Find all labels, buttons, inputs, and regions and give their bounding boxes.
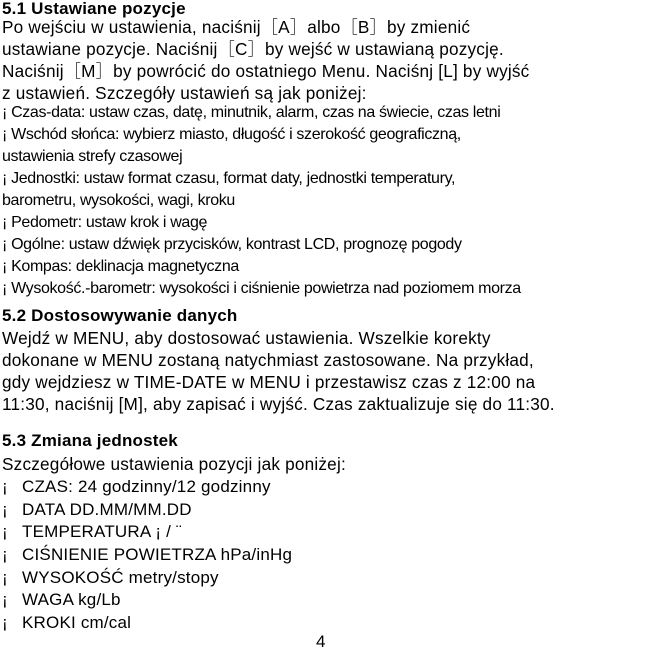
unit-item-text: TEMPERATURA ¡ / ¨ (22, 522, 182, 542)
settings-list-item: ¡ Czas-data: ustaw czas, datę, minutnik, alarm, czas na świecie, czas letni (2, 104, 501, 121)
unit-item-text: DATA DD.MM/MM.DD (22, 499, 192, 519)
unit-item (0, 612, 292, 635)
section-5-2-line: dokonane w MENU zostaną natychmiast zastosowane. Na przykład, (2, 350, 534, 370)
section-5-2-body (2, 327, 555, 415)
section-5-2-line: Wejdź w MENU, aby dostosować ustawienia. Wszelkie korekty (2, 328, 491, 348)
settings-list-item: barometru, wysokości, wagi, kroku (2, 192, 235, 209)
section-5-2-line: gdy wejdziesz w TIME-DATE w MENU i przestawisz czas z 12:00 na (2, 372, 536, 392)
unit-item (0, 544, 292, 567)
settings-list-item: ¡ Wschód słońca: wybierz miasto, długość i szerokość geograficzną, (2, 126, 461, 143)
page-number: 4 (316, 632, 326, 651)
section-5-1-heading: 5.1 Ustawiane pozycje (2, 0, 186, 18)
settings-list-item: ¡ Kompas: deklinacja magnetyczna (2, 258, 239, 275)
section-5-1-intro-line: ustawiane pozycje. Naciśnij［C］by wejść w ustawianą pozycję. (2, 39, 504, 59)
section-5-2-heading: 5.2 Dostosowywanie danych (2, 306, 238, 325)
section-5-1-settings-list (2, 102, 521, 300)
bullet-mark: ¡ (2, 590, 8, 610)
bullet-mark: ¡ (2, 499, 8, 519)
unit-item-text: CIŚNIENIE POWIETRZA hPa/inHg (22, 545, 293, 565)
bullet-mark: ¡ (2, 522, 8, 542)
unit-item-text: CZAS: 24 godzinny/12 godzinny (22, 477, 271, 496)
bullet-mark: ¡ (2, 545, 8, 565)
section-5-1-intro-line: z ustawień. Szczegóły ustawień są jak poniżej: (2, 83, 367, 103)
bullet-mark: ¡ (2, 477, 8, 496)
settings-list-item: ¡ Ogólne: ustaw dźwięk przycisków, kontrast LCD, prognozę pogody (2, 236, 462, 253)
units-list (0, 476, 292, 635)
settings-list-item: ¡ Jednostki: ustaw format czasu, format daty, jednostki temperatury, (2, 170, 456, 187)
unit-item-text: WAGA kg/Lb (22, 590, 121, 610)
unit-item (0, 499, 292, 522)
settings-list-item: ¡ Pedometr: ustaw krok i wagę (2, 214, 208, 231)
settings-list-item: ¡ Wysokość.-barometr: wysokości i ciśnienie powietrza nad poziomem morza (2, 280, 521, 297)
unit-item (0, 567, 292, 590)
unit-item-text: KROKI cm/cal (22, 613, 132, 633)
settings-list-item: ustawienia strefy czasowej (2, 148, 183, 165)
section-5-3-intro: Szczegółowe ustawienia pozycji jak poniżej: (2, 454, 346, 474)
section-5-1-intro-line: Naciśnij［M］by powrócić do ostatniego Menu. Naciśnj [L] by wyjść (2, 61, 530, 81)
section-5-1-intro (2, 16, 529, 104)
bullet-mark: ¡ (2, 567, 8, 587)
bullet-mark: ¡ (2, 613, 8, 633)
unit-item (0, 521, 292, 544)
unit-item (0, 589, 292, 612)
section-5-2-line: 11:30, naciśnij [M], aby zapisać i wyjść. Czas zaktualizuje się do 11:30. (2, 394, 555, 414)
unit-item (0, 476, 292, 499)
section-5-1-intro-line: Po wejściu w ustawienia, naciśnij［A］albo［B］by zmienić (2, 17, 471, 37)
unit-item-text: WYSOKOŚĆ metry/stopy (22, 567, 219, 587)
section-5-3-heading: 5.3 Zmiana jednostek (2, 431, 178, 450)
